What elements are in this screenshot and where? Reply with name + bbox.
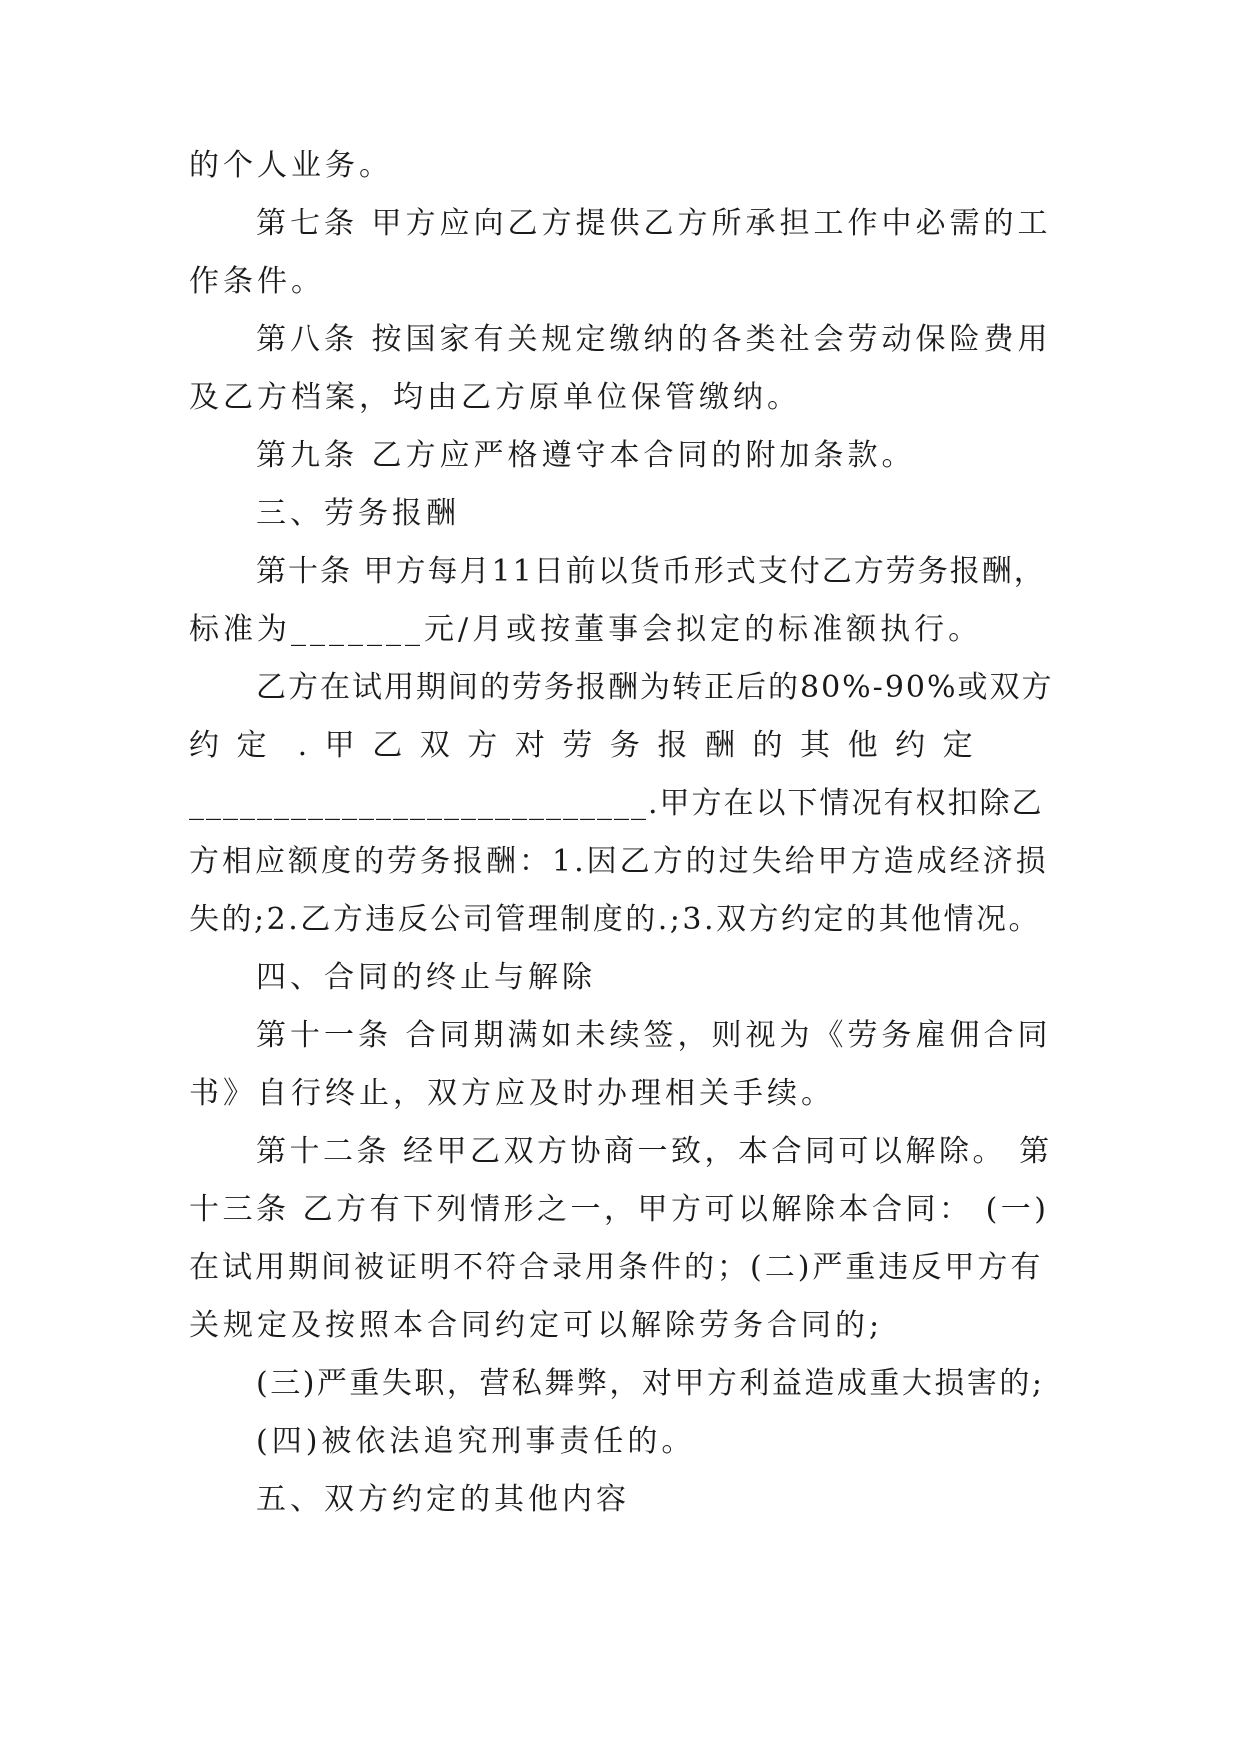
paragraph-line: (四)被依法追究刑事责任的。	[256, 1424, 696, 1459]
section-3-heading: 三、劳务报酬	[256, 496, 460, 531]
article-7-line: 第七条 甲方应向乙方提供乙方所承担工作中必需的工	[256, 206, 1052, 241]
paragraph-line: 的个人业务。	[189, 148, 393, 183]
article-9-line: 第九条 乙方应严格遵守本合同的附加条款。	[256, 438, 916, 473]
article-10-line: 第十条 甲方每月11日前以货币形式支付乙方劳务报酬，	[256, 554, 1046, 589]
paragraph-line: 关规定及按照本合同约定可以解除劳务合同的;	[189, 1308, 884, 1343]
paragraph-line: 乙方在试用期间的劳务报酬为转正后的80%-90%或双方	[256, 670, 1054, 705]
article-8-line: 第八条 按国家有关规定缴纳的各类社会劳动保险费用	[256, 322, 1052, 357]
article-12-line: 第十二条 经甲乙双方协商一致，本合同可以解除。 第	[256, 1134, 1053, 1169]
section-5-heading: 五、双方约定的其他内容	[256, 1482, 630, 1517]
paragraph-line: (三)严重失职，营私舞弊，对甲方利益造成重大损害的;	[256, 1366, 1045, 1401]
article-11-line: 第十一条 合同期满如未续签，则视为《劳务雇佣合同	[256, 1018, 1052, 1053]
article-13-line: 十三条 乙方有下列情形之一，甲方可以解除本合同： (一)	[189, 1192, 1050, 1227]
paragraph-line: 约 定 . 甲 乙 双 方 对 劳 务 报 酬 的 其 他 约 定	[189, 728, 977, 763]
paragraph-line: ___________________________.甲方在以下情况有权扣除乙	[189, 786, 1044, 821]
paragraph-line: 标准为_______元/月或按董事会拟定的标准额执行。	[189, 612, 983, 647]
paragraph-line: 在试用期间被证明不符合录用条件的；(二)严重违反甲方有	[189, 1250, 1044, 1285]
section-4-heading: 四、合同的终止与解除	[256, 960, 596, 995]
paragraph-line: 失的;2.乙方违反公司管理制度的.;3.双方约定的其他情况。	[189, 902, 1041, 937]
paragraph-line: 及乙方档案，均由乙方原单位保管缴纳。	[189, 380, 801, 415]
paragraph-line: 方相应额度的劳务报酬：1.因乙方的过失给甲方造成经济损	[189, 844, 1049, 879]
paragraph-line: 书》自行终止，双方应及时办理相关手续。	[189, 1076, 835, 1111]
paragraph-line: 作条件。	[189, 264, 325, 299]
